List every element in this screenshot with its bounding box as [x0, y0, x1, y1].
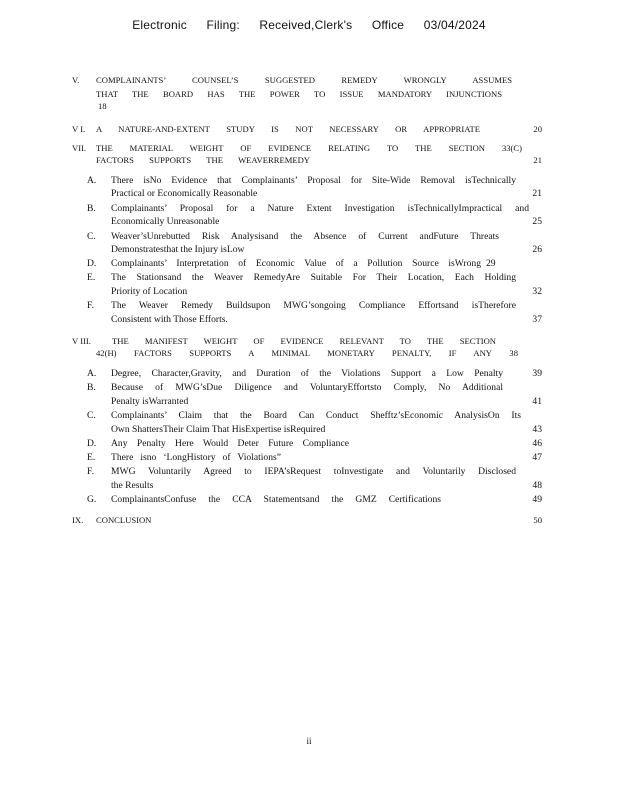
- item-page: 49: [532, 494, 542, 505]
- item-page: 39: [532, 368, 542, 379]
- section-title: THE MATERIAL WEIGHT OF EVIDENCE RELATING TO THE SECTION 33(C): [96, 143, 522, 153]
- item-letter: E.: [87, 452, 96, 463]
- item-title: There isno ‘LongHistory of Violations”: [111, 452, 281, 463]
- item-page: 25: [532, 216, 542, 227]
- item-letter: E.: [87, 272, 96, 283]
- section-number: V III.: [72, 336, 91, 346]
- item-title: Any Penalty Here Would Deter Future Compliance: [111, 438, 349, 449]
- item-page: 32: [532, 286, 542, 297]
- section-title-line2: FACTORS SUPPORTS THE WEAVERREMEDY: [96, 155, 310, 165]
- item-page: 26: [532, 244, 542, 255]
- item-title-line2: Economically Unreasonable: [111, 216, 220, 227]
- item-letter: F.: [87, 466, 94, 477]
- item-page: 43: [532, 424, 542, 435]
- item-title: Weaver’sUnrebutted Risk Analysisand the Absence of Current andFuture Threats: [111, 231, 499, 242]
- item-title: There isNo Evidence that Complainants’ Proposal for Site-Wide Removal isTechnically: [111, 175, 516, 186]
- item-title-line2: the Results: [111, 480, 154, 491]
- item-page: 29: [486, 258, 496, 269]
- item-title: MWG Voluntarily Agreed to IEPA’sRequest toInvestigate and Voluntarily Disclosed: [111, 466, 516, 477]
- item-letter: G.: [87, 494, 97, 505]
- item-title: Complainants’ Interpretation of Economic Value of a Pollution Source isWrong: [111, 258, 481, 269]
- item-letter: A.: [87, 175, 97, 186]
- section-title: THE MANIFEST WEIGHT OF EVIDENCE RELEVANT TO THE SECTION: [112, 336, 496, 346]
- item-letter: C.: [87, 410, 96, 421]
- section-page: 18: [98, 101, 107, 111]
- item-letter: D.: [87, 258, 97, 269]
- section-title: A NATURE-AND-EXTENT STUDY IS NOT NECESSARY OR APPROPRIATE: [96, 124, 480, 134]
- item-page: 41: [532, 396, 542, 407]
- item-title-line2: Consistent with Those Efforts.: [111, 314, 228, 325]
- filing-header: [0, 18, 618, 32]
- page-number: ii: [306, 736, 312, 746]
- item-letter: A.: [87, 368, 97, 379]
- item-title: The Weaver Remedy Buildsupon MWG’songoing Compliance Effortsand isTherefore: [111, 300, 516, 311]
- item-letter: F.: [87, 300, 94, 311]
- item-title-line2: Demonstratesthat the Injury isLow: [111, 244, 245, 255]
- item-title-line2: Penalty isWarranted: [111, 396, 189, 407]
- section-number: V I.: [72, 124, 86, 134]
- section-title-line2: 42(H) FACTORS SUPPORTS A MINIMAL MONETARY PENALTY, IF ANY: [96, 348, 492, 358]
- section-number: IX.: [72, 515, 84, 525]
- section-number: VII.: [72, 143, 87, 153]
- section-page: 21: [533, 155, 542, 165]
- section-number: V.: [72, 75, 80, 85]
- header-office: Office: [371, 18, 405, 32]
- item-letter: B.: [87, 382, 96, 393]
- item-letter: C.: [87, 231, 96, 242]
- item-title-line2: Own ShattersTheir Claim That HisExpertise isRequired: [111, 424, 326, 435]
- section-title-line2: THAT THE BOARD HAS THE POWER TO ISSUE MANDATORY INJUNCTIONS: [96, 89, 502, 99]
- item-title: Complainants’ Proposal for a Nature Extent Investigation isTechnicallyImpractical and: [111, 203, 529, 214]
- item-page: 48: [532, 480, 542, 491]
- section-page: 50: [533, 515, 542, 525]
- item-title-line2: Priority of Location: [111, 286, 188, 297]
- item-page: 21: [532, 188, 542, 199]
- item-title: ComplainantsConfuse the CCA Statementsand the GMZ Certifications: [111, 494, 441, 505]
- section-page: 38: [509, 348, 518, 358]
- item-page: 46: [532, 438, 542, 449]
- section-page: 20: [533, 124, 542, 134]
- header-electronic: Electronic: [132, 18, 187, 32]
- item-title: Complainants’ Claim that the Board Can Conduct Shefftz’sEconomic AnalysisOn Its: [111, 410, 521, 421]
- header-received: Received,Clerk's: [259, 18, 353, 32]
- item-title: Because of MWG’sDue Diligence and VoluntaryEffortsto Comply, No Additional: [111, 382, 503, 393]
- header-filing: Filing:: [206, 18, 240, 32]
- header-date: 03/04/2024: [423, 18, 486, 32]
- section-title: COMPLAINANTS’ COUNSEL’S SUGGESTED REMEDY WRONGLY ASSUMES: [96, 75, 512, 85]
- item-letter: B.: [87, 203, 96, 214]
- item-page: 37: [532, 314, 542, 325]
- section-title: CONCLUSION: [96, 515, 152, 525]
- item-page: 47: [532, 452, 542, 463]
- item-title: The Stationsand the Weaver RemedyAre Suitable For Their Location, Each Holding: [111, 272, 516, 283]
- item-letter: D.: [87, 438, 97, 449]
- item-title: Degree, Character,Gravity, and Duration of the Violations Support a Low Penalty: [111, 368, 503, 379]
- item-title-line2: Practical or Economically Reasonable: [111, 188, 258, 199]
